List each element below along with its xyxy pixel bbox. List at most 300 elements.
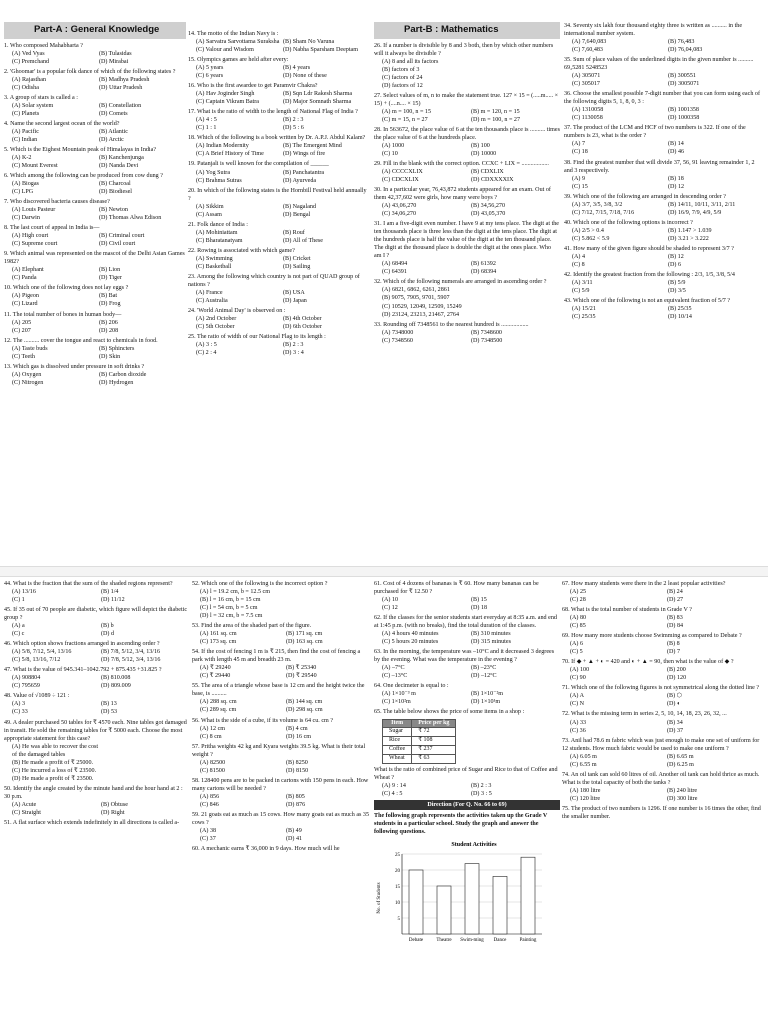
question xyxy=(374,708,560,716)
option: (D) Mirabai xyxy=(99,58,129,65)
option: (D) Nanda Devi xyxy=(99,162,139,169)
question-list xyxy=(562,580,764,821)
question-text: 51. A flat surface which extends indefinitely in all directions is called a- xyxy=(4,819,180,826)
question-text: 64. One decimeter is equal to : xyxy=(374,683,449,690)
option: (A) 1×10⁻³ m xyxy=(382,691,416,698)
option: (C) Assam xyxy=(196,211,222,218)
option: (C) Bharatanatyam xyxy=(196,237,243,244)
option: (C) 207 xyxy=(12,327,31,334)
option: (D) Japan xyxy=(283,297,307,304)
option: (B) 24 xyxy=(667,589,683,596)
option: (B) 810.008 xyxy=(101,675,131,682)
option: (D) Frog xyxy=(99,301,121,308)
option: (A) 6821, 6862, 6261, 2861 xyxy=(382,287,450,294)
options xyxy=(564,175,764,191)
y-tick-label: 20 xyxy=(395,869,400,875)
option: (C) 1 xyxy=(12,597,25,604)
question-text: 65. The table below shows the price of some items in a shop : xyxy=(374,709,525,716)
options xyxy=(4,345,186,361)
question-text: 62. If the classes for the senior students start everyday at 8:35 a.m. and end at 1:45 p.m. (with no breaks), find the total duration of the classes. xyxy=(374,615,557,630)
section-header-part-b: Part-B : Mathematics xyxy=(374,22,560,39)
question-text: 8. The last court of appeal in India is— xyxy=(4,225,100,232)
options xyxy=(192,630,372,646)
option: (C) He incurred a loss of ₹ 23500. xyxy=(12,767,97,774)
option xyxy=(101,759,190,767)
question xyxy=(192,777,372,809)
options xyxy=(562,719,764,735)
option: (B) 6.65 m xyxy=(667,753,694,760)
question-text: 25. The ratio of width of our National Flag to its length : xyxy=(188,334,326,341)
option: (D) 7 xyxy=(667,649,681,656)
option: (D) 809.009 xyxy=(101,683,131,690)
question-text: 61. Cost of 4 dozens of bananas is ₹ 60. How many bananas can be purchased for ₹ 12.50 ? xyxy=(374,581,539,596)
question xyxy=(564,219,764,243)
option: (C) Indian xyxy=(12,136,38,143)
option: (C) Valour and Wisdom xyxy=(196,47,254,54)
option: (D) 3.21 > 3.222 xyxy=(668,235,709,242)
option xyxy=(286,588,372,596)
option: (A) 80 xyxy=(570,615,587,622)
option: (C) 1 : 1 xyxy=(196,125,217,132)
option: (A) 25 xyxy=(570,589,587,596)
question xyxy=(562,684,764,708)
question-list xyxy=(564,22,764,321)
options xyxy=(562,588,764,604)
option: (A) a xyxy=(12,623,25,630)
options xyxy=(4,743,190,783)
question-text: 53. Find the area of the shaded part of the figure. xyxy=(192,623,312,630)
option: (B) 310 minutes xyxy=(471,631,511,638)
price-table xyxy=(382,719,456,765)
option: (A) K-2 xyxy=(12,154,32,161)
options xyxy=(562,640,764,656)
question-text: 50. Identify the angle created by the minute hand and the hour hand at 2 : 30 p.m. xyxy=(4,785,183,800)
option xyxy=(101,767,190,775)
option: (B) Panchatantra xyxy=(283,169,325,176)
option: (D) Sailing xyxy=(283,263,311,270)
question xyxy=(4,785,190,817)
question-text: 13. Which gas is dissolved under pressure in soft drinks ? xyxy=(4,363,145,370)
section-header-part-a: Part-A : General Knowledge xyxy=(4,22,186,39)
option: (A) 6 xyxy=(570,641,584,648)
option: (B) l = 16 cm, b = 15 cm xyxy=(200,597,261,604)
x-tick-label: Theatre xyxy=(436,938,452,944)
option: (A) –7°C xyxy=(382,665,405,672)
table-cell: Coffee xyxy=(383,746,412,755)
option: (A) 7,640,083 xyxy=(572,39,607,46)
options xyxy=(4,76,186,92)
question-text: 26. If a number is divisible by 8 and 3 both, then by which other numbers will it always be divisible ? xyxy=(374,42,554,57)
option: (A) 908804 xyxy=(12,675,41,682)
option: (B) Nagaland xyxy=(283,203,316,210)
option: (A) Sarvatra Sarvottama Suraksha xyxy=(196,39,280,46)
table-cell: ₹ 108 xyxy=(412,737,456,746)
question-text: 43. Which one of the following is not an equivalent fraction of 5/7 ? xyxy=(564,298,731,304)
column-2 xyxy=(188,30,370,562)
option: (A) Indian Modernity xyxy=(196,143,249,150)
question-text: 31. I am a five-digit even number. I have 9 at my tens place. The digit at the ten thousands place is three less than the digit at the tens place. The digit at the hundreds place is half the value of the digit at the ten thousand place. The digit at the thousand place is double the digit at the ones place. Who am I ? xyxy=(374,221,560,260)
column-5 xyxy=(4,580,190,1024)
question-text: 59. 21 goats eat as much as 15 cows. How many goats eat as much as 35 cows ? xyxy=(192,811,370,826)
option: (B) b xyxy=(101,623,114,630)
question-text: 48. Value of √1089 ÷ 121 : xyxy=(4,693,70,700)
question xyxy=(4,311,186,335)
option: (D) 16/9, 7/9, 4/9, 5/9 xyxy=(668,209,722,216)
option: (C) Nitrogen xyxy=(12,379,44,386)
question-text: 6. Which among the following can be produced from cow dung ? xyxy=(4,173,163,179)
options xyxy=(188,315,370,331)
option: (C) 289 sq. cm xyxy=(200,707,237,714)
question xyxy=(564,245,764,269)
question xyxy=(4,819,190,827)
option: (D) 5 : 6 xyxy=(283,125,304,132)
table-row xyxy=(383,737,456,746)
option xyxy=(471,82,560,90)
option: (D) 10/14 xyxy=(668,314,692,321)
option: (A) Swimming xyxy=(196,255,233,262)
option: (B) 8 xyxy=(667,641,680,648)
option: (B) 14 xyxy=(668,141,684,148)
option: (D) 8150 xyxy=(286,767,309,774)
option: (C) CDCXLIX xyxy=(382,177,419,184)
option: (C) LPG xyxy=(12,189,34,196)
option: (B) 4th October xyxy=(283,316,322,323)
option: (C) factors of 24 xyxy=(382,74,423,81)
option: (B) 9075, 7905, 9701, 5907 xyxy=(382,295,450,302)
option: (B) 144 sq. cm xyxy=(286,699,323,706)
question-text: 40. Which one of the following options is incorrect ? xyxy=(564,219,693,226)
option: (A) Taste buds xyxy=(12,345,48,352)
options xyxy=(192,759,372,775)
option: (A) l = 19.2 cm, b = 12.5 cm xyxy=(200,589,271,596)
question xyxy=(374,614,560,646)
option: (D) None of these xyxy=(283,73,327,80)
question xyxy=(562,710,764,734)
options xyxy=(564,140,764,156)
option: (C) Straight xyxy=(12,809,41,816)
question-text: 1. Who composed Mahabharta ? xyxy=(4,42,83,49)
question xyxy=(192,682,372,714)
option: (C) Lizard xyxy=(12,301,38,308)
option: (A) 4 : 5 xyxy=(196,117,217,124)
option: (D) 1×10¹m xyxy=(471,699,501,706)
option: (A) Acute xyxy=(12,801,37,808)
question-text: 71. Which one of the following figures is not symmetrical along the dotted line ? xyxy=(562,685,760,692)
option: (B) Sqn Ldr Rakesh Sharma xyxy=(283,91,353,98)
options xyxy=(374,630,560,646)
table-header: Price per kg xyxy=(412,719,456,728)
option xyxy=(471,303,560,311)
column-7 xyxy=(374,580,560,1024)
option: (C) 10529, 12049, 12509, 15249 xyxy=(382,303,462,310)
question xyxy=(562,805,764,821)
question xyxy=(188,108,370,132)
question xyxy=(4,172,186,196)
option: (C) N xyxy=(570,701,585,708)
option: (A) 2/5 > 0.4 xyxy=(572,227,604,234)
question-text: 27. Select values of m, n to make the statement true. 127 × 15 = (.....m..... × 15) + (....n.... × 15) xyxy=(374,92,559,107)
option: (A) A xyxy=(570,693,585,700)
options xyxy=(188,142,370,158)
option: (A) CCCCXLIX xyxy=(382,169,423,175)
question xyxy=(374,42,560,90)
option: (D) m = 100, n = 27 xyxy=(471,116,521,123)
question-text: 74. An oil tank can sold 60 litres of oil. Another oil tank can hold thrice as much. What is the total capacity of both the tanks ? xyxy=(562,771,760,786)
option: (B) 7/8, 5/12, 3/4, 13/16 xyxy=(101,649,161,656)
question xyxy=(564,124,764,156)
table-row xyxy=(383,728,456,737)
option: (B) The Emergent Mind xyxy=(283,143,342,150)
option: (D) 27 xyxy=(667,597,684,604)
options xyxy=(374,108,560,124)
options xyxy=(188,341,370,357)
question-text: 11. The total number of bones in human body— xyxy=(4,311,122,318)
options xyxy=(562,666,764,682)
option: (A) 5/8, 7/12, 5/4, 13/16 xyxy=(12,649,72,656)
option: (A) 2nd October xyxy=(196,316,237,323)
question xyxy=(192,580,372,620)
question-text: 32. Which of the following numerals are arranged in ascending order ? xyxy=(374,279,547,286)
option: (A) Hav Joginder Singh xyxy=(196,91,255,98)
option: (B) ₹ 25340 xyxy=(286,665,317,672)
table-cell: ₹ 63 xyxy=(412,755,456,764)
options xyxy=(564,106,764,122)
option: (C) 846 xyxy=(200,801,219,808)
question-text: 44. What is the fraction that the sum of the shaded regions represent? xyxy=(4,581,173,587)
option: (A) m = 100, n = 15 xyxy=(382,108,432,115)
option: (D) 3 : 5 xyxy=(471,791,492,798)
option: (D) Nabha Sparsham Deeptam xyxy=(283,47,358,54)
option: (A) 3 : 5 xyxy=(196,342,217,349)
option: (D) 76,04,083 xyxy=(668,47,703,54)
option: (C) 85 xyxy=(570,623,586,630)
question-text: 54. If the cost of fencing 1 m is ₹ 215, then find the cost of fencing a park with length 45 m and breadth 23 m. xyxy=(192,649,361,664)
question xyxy=(188,82,370,106)
option: (A) 7348000 xyxy=(382,329,414,336)
options xyxy=(4,50,186,66)
option: (B) 300551 xyxy=(668,73,696,80)
option: (C) 34,06,270 xyxy=(382,211,417,218)
question xyxy=(564,271,764,295)
option: (B) 2 : 3 xyxy=(283,342,304,349)
option: (D) 163 sq. cm xyxy=(286,639,323,646)
option: (D) Arctic xyxy=(99,136,124,143)
option: (A) Sikkim xyxy=(196,203,224,210)
options xyxy=(4,128,186,144)
option: (B) CDXLIX xyxy=(471,169,504,175)
options xyxy=(4,801,190,817)
question xyxy=(374,682,560,706)
question-text: 73. Anil had 78.6 m fabric which was just enough to make one set of uniform for 12 students. How much fabric would be used to make one uniform ? xyxy=(562,737,760,752)
option: (A) 4 xyxy=(572,253,586,260)
direction-banner: Direction (For Q. No. 66 to 69) xyxy=(374,800,560,810)
option: (D) He made a profit of ₹ 23500. xyxy=(12,775,94,782)
option: (C) Planets xyxy=(12,110,40,117)
option: (A) 12 cm xyxy=(200,725,226,732)
option: (C) 5/8, 13/16, 7/12 xyxy=(12,657,61,664)
option: (B) 83 xyxy=(667,615,683,622)
option: (C) l = 54 cm, b = 5 cm xyxy=(200,605,258,612)
option: (B) 1.147 > 1.039 xyxy=(668,227,712,234)
question-text: 30. In a particular year, 76,43,872 students appeared for an exam. Out of them 42,37,602 were girls, how many were boys ? xyxy=(374,187,551,202)
options xyxy=(192,698,372,714)
option: (A) Elephant xyxy=(12,267,44,274)
option: (D) Wings of fire xyxy=(283,151,326,158)
option: (A) 82500 xyxy=(200,759,226,766)
question xyxy=(188,333,370,357)
question-text: 9. Which animal was represented on the mascot of the Delhi Asian Games 1982? xyxy=(4,251,185,266)
options xyxy=(564,72,764,88)
question-list xyxy=(4,42,186,387)
question xyxy=(188,307,370,331)
option: (A) 10 xyxy=(382,597,399,604)
option: (C) Teeth xyxy=(12,353,35,360)
option: (C) 6.55 m xyxy=(570,761,597,768)
options xyxy=(188,169,370,185)
option: (A) Pigeon xyxy=(12,293,39,300)
options xyxy=(4,266,186,282)
column-6 xyxy=(192,580,372,1024)
option: (B) 34 xyxy=(667,719,683,726)
options xyxy=(562,753,764,769)
option: (A) Ved Vyas xyxy=(12,50,45,57)
question-text: 19. Patanjali is well known for the compilation of ______ xyxy=(188,161,329,168)
question-text: What is the ratio of combined price of Sugar and Rice to that of Coffee and Wheat ? xyxy=(374,767,558,782)
option: (D) 208 xyxy=(99,327,119,334)
bar-theatre xyxy=(437,886,451,934)
option xyxy=(471,58,560,66)
options xyxy=(192,827,372,843)
option: (C) 2 : 4 xyxy=(196,350,217,357)
question xyxy=(374,766,560,798)
option: (D) factors of 12 xyxy=(382,82,423,89)
column-part-a xyxy=(4,22,186,562)
options xyxy=(564,305,764,321)
question xyxy=(4,606,190,638)
option: (D) –12°C xyxy=(471,673,497,680)
option: (C) Premchand xyxy=(12,58,50,65)
bar-dance xyxy=(493,877,507,935)
option: (A) 3/7, 3/5, 3/8, 3/2 xyxy=(572,201,623,208)
option: (B) 14/11, 10/11, 3/11, 2/11 xyxy=(668,201,736,208)
question-text: 24. 'World Animal Day' is observed on : xyxy=(188,308,286,314)
option: (C) 90 xyxy=(570,675,586,682)
option: (A) 33 xyxy=(570,719,587,726)
table-row xyxy=(383,746,456,755)
option: (B) Sphincters xyxy=(99,345,135,352)
question-text: 22. Rowing is associated with which game? xyxy=(188,247,295,254)
y-axis-label: No. of Students xyxy=(377,882,382,914)
options xyxy=(374,142,560,158)
option: (A) 6.05 m xyxy=(570,753,597,760)
option: (C) 7,60,483 xyxy=(572,47,603,54)
option: (A) 43,06,270 xyxy=(382,203,417,210)
bar-swimming xyxy=(465,864,479,934)
options xyxy=(4,292,186,308)
options xyxy=(374,286,560,318)
table-cell: ₹ 237 xyxy=(412,746,456,755)
options xyxy=(4,102,186,118)
options xyxy=(374,596,560,612)
option: (A) 4 hours 40 minutes xyxy=(382,631,439,638)
option: (D) 6 xyxy=(668,261,682,268)
options xyxy=(4,674,190,690)
option: (B) Atlantic xyxy=(99,128,128,135)
option: (D) 3 : 4 xyxy=(283,350,304,357)
question-text: 21. Folk dance of India : xyxy=(188,221,248,228)
question-text: 23. Among the following which country is not part of QUAD group of nations ? xyxy=(188,273,360,288)
bar-debate xyxy=(409,870,423,934)
question xyxy=(4,68,186,92)
question-text: 45. If 35 out of 70 people are diabetic, which figure will depict the diabetic group ? xyxy=(4,607,188,622)
options xyxy=(188,289,370,305)
question-text: 46. Which option shows fractions arranged in ascending order ? xyxy=(4,641,160,648)
question xyxy=(562,771,764,803)
option: (B) Newton xyxy=(99,207,128,214)
question-list xyxy=(188,30,370,357)
option: (C) Supreme court xyxy=(12,241,58,248)
options xyxy=(4,232,186,248)
question-text: 47. What is the value of 945.341–1042.792 + 875.435 +31.825 ? xyxy=(4,667,162,674)
question xyxy=(4,580,190,604)
options xyxy=(192,664,372,680)
option: (C) 1×10²m xyxy=(382,699,411,706)
option: (B) Lion xyxy=(99,267,121,274)
question xyxy=(374,160,560,184)
question-text: 60. A mechanic earns ₹ 36,000 in 9 days. How much will he xyxy=(192,845,340,852)
question xyxy=(374,580,560,612)
option: (C) 173 sq. cm xyxy=(200,639,237,646)
option: (C) Australia xyxy=(196,297,228,304)
option: (C) 6 years xyxy=(196,73,224,80)
options xyxy=(4,180,186,196)
option: (B) 4 cm xyxy=(286,725,308,732)
question xyxy=(564,193,764,217)
question-text: 42. Identify the greatest fraction from the following : 2/3, 1/5, 3/8, 5/4 xyxy=(564,271,735,278)
option: (C) 12 xyxy=(382,605,398,612)
options xyxy=(374,690,560,706)
option: (A) Yog Sutra xyxy=(196,169,231,176)
option: (B) Madhya Pradesh xyxy=(99,76,150,83)
option: (D) CDXXXXIX xyxy=(471,177,514,184)
option: (D) 12 xyxy=(668,183,685,190)
option: (B) 206 xyxy=(99,319,118,326)
option: (A) He was able to recover the cost of the damaged tables xyxy=(12,743,99,758)
option xyxy=(101,775,190,783)
question xyxy=(374,186,560,218)
question-text: 3. A group of stars is called a : xyxy=(4,94,78,101)
option: (C) Panda xyxy=(12,275,37,282)
option xyxy=(471,311,560,319)
option: (C) Darwin xyxy=(12,215,40,222)
option: (D) 300 litre xyxy=(667,795,698,802)
option: (B) Constellation xyxy=(99,102,142,109)
option: (B) 8250 xyxy=(286,759,308,766)
student-activities-chart xyxy=(374,838,554,950)
options xyxy=(188,255,370,271)
option: (D) 1000358 xyxy=(668,115,700,122)
question-text: 67. How many students were there in the 2 least popular activities? xyxy=(562,581,726,587)
options xyxy=(562,614,764,630)
options xyxy=(4,700,190,716)
x-tick-label: Swim-ming xyxy=(460,938,484,944)
question xyxy=(188,134,370,158)
option: (D) Skin xyxy=(99,353,121,360)
question xyxy=(4,363,186,387)
question xyxy=(4,94,186,118)
option: (B) 49 xyxy=(286,827,302,834)
option: (B) Bat xyxy=(99,293,118,300)
